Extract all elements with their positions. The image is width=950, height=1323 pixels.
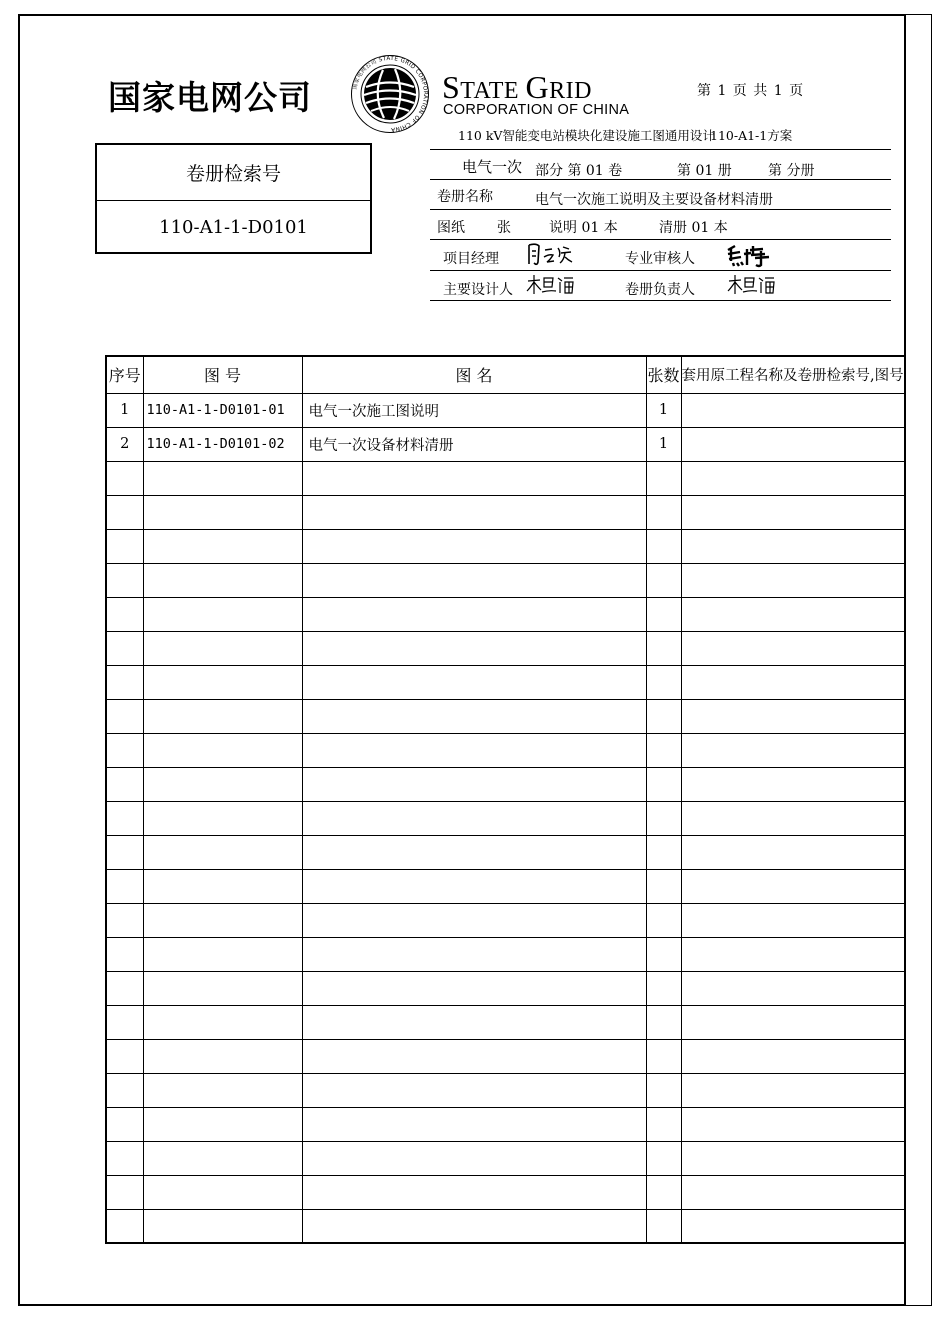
drawings-unit: 张: [497, 220, 511, 236]
table-row: [106, 903, 905, 937]
cell-reference: [681, 665, 905, 699]
cell-seq: [106, 597, 143, 631]
cell-drawing-name: [302, 461, 646, 495]
cell-drawing-name: [302, 1107, 646, 1141]
cell-reference: [681, 1175, 905, 1209]
cell-seq: [106, 835, 143, 869]
cell-drawing-no: [143, 903, 302, 937]
professional-reviewer-signature: [725, 241, 773, 269]
cell-seq: 1: [106, 393, 143, 427]
cell-drawing-name: [302, 529, 646, 563]
logo-ring-text: 国家电网公司 STATE GRID CORPORATION OF CHINA: [352, 55, 429, 133]
cell-drawing-no: 110-A1-1-D0101-01: [143, 393, 302, 427]
company-name-cn: 国家电网公司: [108, 78, 312, 117]
cell-drawing-name: [302, 1209, 646, 1243]
cell-drawing-name: [302, 733, 646, 767]
cell-seq: [106, 903, 143, 937]
cell-drawing-no: [143, 937, 302, 971]
cell-drawing-name: [302, 1141, 646, 1175]
cell-drawing-name: [302, 495, 646, 529]
cell-seq: [106, 1005, 143, 1039]
cell-drawing-no: [143, 733, 302, 767]
cell-drawing-no: [143, 1141, 302, 1175]
page-number: 第 1 页 共 1 页: [697, 83, 805, 99]
binding-margin: [906, 14, 932, 1306]
cell-reference: [681, 903, 905, 937]
cell-seq: [106, 1073, 143, 1107]
drawings-label: 图纸: [437, 220, 465, 236]
header-drawing-name: 图 名: [302, 356, 646, 393]
cell-drawing-no: [143, 1005, 302, 1039]
table-row: [106, 1039, 905, 1073]
cell-sheet-count: [646, 1209, 681, 1243]
table-row: [106, 1209, 905, 1243]
cell-drawing-name: [302, 971, 646, 1005]
table-row: [106, 563, 905, 597]
cell-reference: [681, 495, 905, 529]
cell-sheet-count: [646, 1073, 681, 1107]
cell-drawing-no: [143, 461, 302, 495]
cell-seq: [106, 1209, 143, 1243]
table-row: [106, 631, 905, 665]
cell-seq: 2: [106, 427, 143, 461]
state-grid-logo-icon: [350, 54, 430, 134]
cell-drawing-no: [143, 1107, 302, 1141]
table-row: [106, 1175, 905, 1209]
table-row: [106, 529, 905, 563]
cell-drawing-no: [143, 971, 302, 1005]
cell-sheet-count: [646, 733, 681, 767]
info-line-4: [430, 239, 891, 240]
header-reference: 套用原工程名称及卷册检索号,图号: [681, 356, 905, 393]
cell-sheet-count: [646, 631, 681, 665]
cell-drawing-name: [302, 903, 646, 937]
cell-drawing-name: [302, 1039, 646, 1073]
table-row: [106, 597, 905, 631]
cell-reference: [681, 869, 905, 903]
cell-seq: [106, 801, 143, 835]
cell-seq: [106, 1141, 143, 1175]
scheme-code: 110-A1-1方案: [710, 128, 793, 143]
cell-reference: [681, 1209, 905, 1243]
table-row: [106, 937, 905, 971]
cell-sheet-count: [646, 869, 681, 903]
cell-drawing-name: 电气一次施工图说明: [302, 393, 646, 427]
cell-seq: [106, 461, 143, 495]
project-title: 110 kV智能变电站模块化建设施工图通用设计: [458, 128, 715, 143]
cell-drawing-no: 110-A1-1-D0101-02: [143, 427, 302, 461]
cell-sheet-count: [646, 937, 681, 971]
table-row: [106, 393, 905, 427]
volume-index-title: 卷册检索号: [97, 145, 370, 201]
cell-drawing-name: [302, 1175, 646, 1209]
table-row: [106, 1073, 905, 1107]
cell-sheet-count: [646, 1141, 681, 1175]
cell-drawing-name: [302, 767, 646, 801]
header-sheet-count: 张数: [646, 356, 681, 393]
table-row: [106, 971, 905, 1005]
cell-sheet-count: [646, 1005, 681, 1039]
info-line-3: [430, 209, 891, 210]
table-row: [106, 733, 905, 767]
cell-drawing-no: [143, 665, 302, 699]
cell-reference: [681, 937, 905, 971]
sub-book-number: 第 分册: [768, 163, 815, 179]
cell-drawing-no: [143, 631, 302, 665]
info-line-2: [430, 179, 891, 180]
volume-index-box: [95, 143, 372, 254]
cell-drawing-name: [302, 937, 646, 971]
cell-reference: [681, 393, 905, 427]
cell-drawing-name: [302, 835, 646, 869]
table-row: [106, 1005, 905, 1039]
cell-seq: [106, 631, 143, 665]
cell-drawing-no: [143, 529, 302, 563]
table-row: [106, 869, 905, 903]
project-manager-signature: [525, 240, 575, 268]
header-drawing-no: 图 号: [143, 356, 302, 393]
cell-drawing-name: [302, 801, 646, 835]
cell-drawing-no: [143, 495, 302, 529]
cell-sheet-count: [646, 767, 681, 801]
cell-seq: [106, 665, 143, 699]
cell-drawing-name: 电气一次设备材料清册: [302, 427, 646, 461]
cell-drawing-name: [302, 563, 646, 597]
description-count: 说明 01 本: [549, 220, 618, 236]
cell-reference: [681, 631, 905, 665]
main-designer-label: 主要设计人: [443, 282, 513, 298]
cell-reference: [681, 1005, 905, 1039]
cell-reference: [681, 699, 905, 733]
volume-number: 部分 第 01 卷: [535, 163, 623, 179]
header-seq: 序号: [106, 356, 143, 393]
cell-drawing-name: [302, 665, 646, 699]
cell-sheet-count: [646, 699, 681, 733]
cell-sheet-count: [646, 563, 681, 597]
cell-reference: [681, 461, 905, 495]
cell-seq: [106, 937, 143, 971]
table-row: [106, 767, 905, 801]
table-row: [106, 1107, 905, 1141]
cell-reference: [681, 1039, 905, 1073]
drawing-list-table: [105, 355, 906, 1244]
cell-sheet-count: [646, 1039, 681, 1073]
cell-drawing-no: [143, 1039, 302, 1073]
cell-seq: [106, 869, 143, 903]
cell-reference: [681, 1141, 905, 1175]
cell-reference: [681, 529, 905, 563]
book-number: 第 01 册: [677, 163, 732, 179]
cell-drawing-no: [143, 835, 302, 869]
cell-drawing-no: [143, 801, 302, 835]
cell-drawing-no: [143, 1209, 302, 1243]
cell-sheet-count: [646, 835, 681, 869]
cell-seq: [106, 1039, 143, 1073]
cell-sheet-count: [646, 461, 681, 495]
cell-sheet-count: [646, 903, 681, 937]
brand-name-en: STATE GRID: [442, 69, 592, 105]
info-line-6: [430, 300, 891, 301]
volume-name-value: 电气一次施工说明及主要设备材料清册: [535, 192, 773, 208]
cell-sheet-count: [646, 597, 681, 631]
table-row: [106, 427, 905, 461]
volume-index-code: 110-A1-1-D0101: [159, 217, 308, 238]
cell-sheet-count: [646, 1107, 681, 1141]
cell-seq: [106, 1175, 143, 1209]
main-designer-signature: [525, 272, 577, 298]
cell-seq: [106, 563, 143, 597]
brand-subtitle-en: CORPORATION OF CHINA: [443, 102, 630, 118]
table-header-row: [106, 356, 905, 393]
cell-drawing-no: [143, 597, 302, 631]
cell-seq: [106, 699, 143, 733]
section-label: 电气一次: [462, 158, 523, 176]
project-manager-label: 项目经理: [443, 251, 499, 267]
cell-reference: [681, 733, 905, 767]
cell-seq: [106, 529, 143, 563]
cell-reference: [681, 597, 905, 631]
cell-sheet-count: [646, 1175, 681, 1209]
cell-reference: [681, 835, 905, 869]
cell-drawing-name: [302, 869, 646, 903]
cell-sheet-count: [646, 529, 681, 563]
cell-drawing-no: [143, 767, 302, 801]
cell-reference: [681, 801, 905, 835]
professional-reviewer-label: 专业审核人: [625, 251, 695, 267]
cell-drawing-no: [143, 563, 302, 597]
cell-drawing-name: [302, 631, 646, 665]
volume-name-label: 卷册名称: [437, 189, 493, 205]
cell-drawing-no: [143, 699, 302, 733]
info-line-1: [430, 149, 891, 150]
cell-sheet-count: 1: [646, 393, 681, 427]
table-row: [106, 1141, 905, 1175]
list-count: 清册 01 本: [659, 220, 728, 236]
cell-reference: [681, 1073, 905, 1107]
cell-reference: [681, 563, 905, 597]
table-row: [106, 835, 905, 869]
table-row: [106, 461, 905, 495]
cell-drawing-name: [302, 1073, 646, 1107]
cell-sheet-count: [646, 801, 681, 835]
cell-drawing-name: [302, 699, 646, 733]
cell-reference: [681, 427, 905, 461]
cell-drawing-name: [302, 597, 646, 631]
cell-drawing-no: [143, 1073, 302, 1107]
cell-seq: [106, 971, 143, 1005]
table-row: [106, 495, 905, 529]
cell-sheet-count: [646, 495, 681, 529]
cell-drawing-name: [302, 1005, 646, 1039]
cell-drawing-no: [143, 1175, 302, 1209]
cell-sheet-count: 1: [646, 427, 681, 461]
volume-responsible-label: 卷册负责人: [625, 282, 695, 298]
cell-sheet-count: [646, 971, 681, 1005]
table-row: [106, 699, 905, 733]
cell-sheet-count: [646, 665, 681, 699]
table-row: [106, 665, 905, 699]
cell-reference: [681, 1107, 905, 1141]
table-row: [106, 801, 905, 835]
cell-seq: [106, 767, 143, 801]
cell-seq: [106, 1107, 143, 1141]
cell-drawing-no: [143, 869, 302, 903]
cell-reference: [681, 971, 905, 1005]
cell-seq: [106, 733, 143, 767]
cell-reference: [681, 767, 905, 801]
volume-responsible-signature: [726, 272, 778, 298]
info-line-5: [430, 270, 891, 271]
cell-seq: [106, 495, 143, 529]
